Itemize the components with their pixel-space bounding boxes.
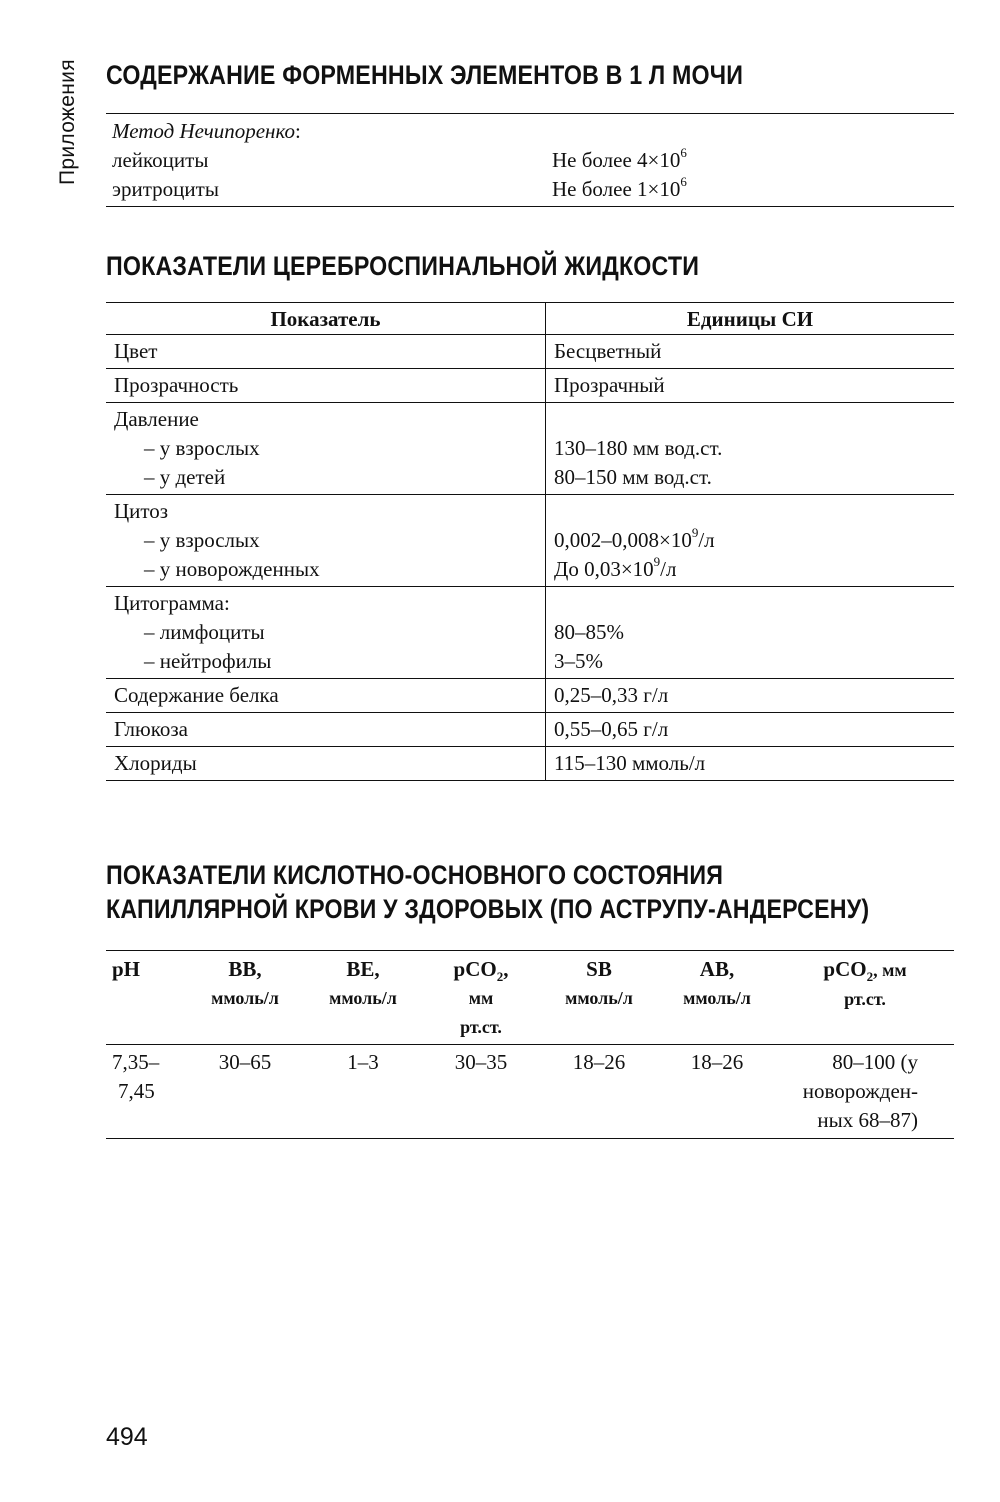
acid-header-pco2: pCO$_2$, мм рт.ст. bbox=[422, 951, 540, 1045]
csf-row-chlorides: Хлориды 115–130 ммоль/л bbox=[106, 747, 954, 781]
acid-heading: ПОКАЗАТЕЛИ КИСЛОТНО-ОСНОВНОГО СОСТОЯНИЯ КАПИЛЛЯРНОЙ КРОВИ У ЗДОРОВЫХ (ПО АСТРУПУ-АНДЕРСЕНУ) bbox=[106, 860, 870, 924]
csf-header-indicator: Показатель bbox=[106, 303, 546, 335]
page-number: 494 bbox=[106, 1423, 148, 1451]
section-side-label: Приложения bbox=[56, 59, 79, 185]
acid-data-row: 7,35– 7,45 30–65 1–3 30–35 18–26 18–26 80–100 (у новорожден- ных 68–87) bbox=[106, 1045, 954, 1139]
csf-row-cytogram: Цитограмма: – лимфоциты – нейтрофилы 80–85% 3–5% bbox=[106, 587, 954, 679]
csf-row-color: Цвет Бесцветный bbox=[106, 335, 954, 369]
acid-header-ab: AB, ммоль/л bbox=[658, 951, 776, 1045]
urine-method: Метод Нечипоренко: bbox=[112, 119, 301, 143]
acid-header-bb: BB, ммоль/л bbox=[186, 951, 304, 1045]
acid-base-table bbox=[106, 950, 954, 1139]
urine-row-leukocytes: лейкоциты Не более $4\times 10^6$ bbox=[112, 145, 687, 172]
csf-table bbox=[106, 302, 954, 781]
csf-row-protein: Содержание белка 0,25–0,33 г/л bbox=[106, 679, 954, 713]
acid-header-po2: pCO$_2$, мм рт.ст. bbox=[776, 951, 954, 1045]
csf-row-glucose: Глюкоза 0,55–0,65 г/л bbox=[106, 713, 954, 747]
csf-header-units: Единицы СИ bbox=[546, 303, 955, 335]
csf-heading: ПОКАЗАТЕЛИ ЦЕРЕБРОСПИНАЛЬНОЙ ЖИДКОСТИ bbox=[106, 251, 700, 281]
urine-table bbox=[106, 113, 954, 207]
csf-row-transparency: Прозрачность Прозрачный bbox=[106, 369, 954, 403]
acid-header-ph: pH bbox=[106, 951, 186, 1045]
acid-header-sb: SB ммоль/л bbox=[540, 951, 658, 1045]
urine-heading: СОДЕРЖАНИЕ ФОРМЕННЫХ ЭЛЕМЕНТОВ В 1 Л МОЧИ bbox=[106, 60, 744, 90]
csf-row-pressure: Давление – у взрослых – у детей 130–180 мм вод.ст. 80–150 мм вод.ст. bbox=[106, 403, 954, 495]
urine-row-erythrocytes: эритроциты Не более $1\times 10^6$ bbox=[112, 174, 687, 201]
acid-header-be: BE, ммоль/л bbox=[304, 951, 422, 1045]
csf-row-cytosis: Цитоз – у взрослых – у новорожденных $0,002-0,008\times 10^9/л$ До $0,03\times 10^9/л$ bbox=[106, 495, 954, 587]
